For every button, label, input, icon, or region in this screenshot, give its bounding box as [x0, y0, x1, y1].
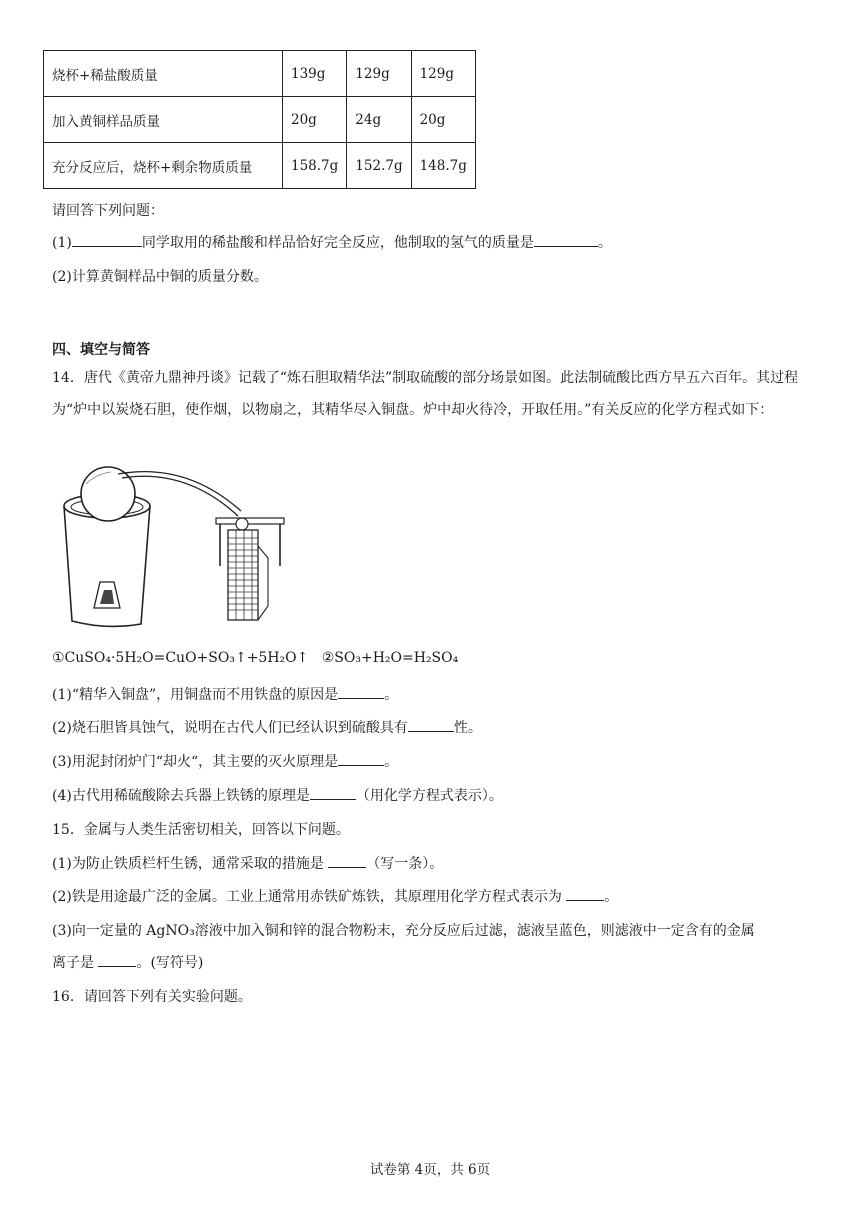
table-row: [44, 97, 476, 143]
q14-part1: [52, 684, 398, 704]
q14-part2: [52, 717, 482, 737]
answer-blank[interactable]: [328, 855, 366, 868]
table-cell: 139g: [283, 51, 347, 97]
table-row: [44, 143, 476, 189]
question-text: 离子是: [52, 955, 99, 971]
q13-part1-text: 同学取用的稀盐酸和样品恰好完全反应，他制取的氢气的质量是: [141, 235, 534, 251]
table-cell: 烧杯+稀盐酸质量: [44, 51, 283, 97]
table-cell: 24g: [347, 97, 411, 143]
q13-part1: [52, 232, 612, 252]
answer-blank[interactable]: [338, 753, 384, 766]
answer-blank[interactable]: [98, 954, 136, 967]
answer-blank[interactable]: [408, 719, 454, 732]
table-cell: 加入黄铜样品质量: [44, 97, 283, 143]
table-cell: 129g: [347, 51, 411, 97]
q15-part2: [52, 886, 618, 906]
question-text: (2)烧石胆皆具蚀气，说明在古代人们已经认识到硫酸具有: [52, 720, 408, 736]
section-title: 四、填空与简答: [52, 342, 150, 358]
question-text: （用化学方程式表示）。: [355, 788, 503, 804]
table-cell: 158.7g: [283, 143, 347, 189]
table-cell: 148.7g: [411, 143, 475, 189]
question-text: 。(写符号): [136, 955, 204, 971]
answer-blank[interactable]: [534, 234, 598, 247]
question-text: 性。: [453, 720, 482, 736]
question-text: (1)“精华入铜盘”，用铜盘而不用铁盘的原因是: [52, 687, 339, 703]
q14-part3: [52, 751, 398, 771]
answer-blank[interactable]: [338, 686, 384, 699]
q16-text: 16．请回答下列有关实验问题。: [52, 989, 252, 1005]
question-text: (2)铁是用途最广泛的金属。工业上通常用赤铁矿炼铁，其原理用化学方程式表示为: [52, 889, 567, 905]
furnace-illustration: [56, 466, 306, 636]
q13-part1-end: 。: [597, 235, 612, 251]
table-cell: 152.7g: [347, 143, 411, 189]
equation-1: ①CuSO₄·5H₂O=CuO+SO₃↑+5H₂O↑: [52, 650, 309, 666]
answer-blank[interactable]: [566, 888, 604, 901]
question-text: 。: [604, 889, 619, 905]
answer-blank[interactable]: [72, 234, 142, 247]
question-text: (4)古代用稀硫酸除去兵器上铁锈的原理是: [52, 788, 310, 804]
equation-2: ②SO₃+H₂O=H₂SO₄: [321, 650, 459, 666]
answer-blank[interactable]: [310, 787, 356, 800]
q14-equations: [52, 650, 458, 666]
q13-part1-prefix: (1): [52, 235, 72, 251]
q14-text: 14．唐代《黄帝九鼎神丹谈》记载了“炼石胆取精华法”制取硫酸的部分场景如图。此法制硫酸比西方早五六百年。其过程为“炉中以炭烧石胆，使作烟，以物扇之，其精华尽入铜盘。炉中却火待冷，开取任用。”有关反应的化学方程式如下：: [52, 370, 799, 418]
question-text: (3)用泥封闭炉门“却火“，其主要的灭火原理是: [52, 754, 339, 770]
q14-part4: [52, 785, 503, 805]
question-text: 。: [384, 687, 399, 703]
q15-part3: (3)向一定量的 AgNO₃溶液中加入铜和锌的混合物粉末，充分反应后过滤，滤液呈蓝色，则滤液中一定含有的金属: [52, 923, 755, 939]
q15-text: 15．金属与人类生活密切相关，回答以下问题。: [52, 822, 350, 838]
q13-prompt: 请回答下列问题：: [52, 203, 164, 219]
data-table: [43, 50, 476, 189]
q15-part3-cont: [52, 952, 203, 972]
question-text: （写一条）。: [366, 856, 444, 872]
table-cell: 20g: [411, 97, 475, 143]
page-footer: 试卷第 4页，共 6页: [369, 1162, 491, 1178]
table-cell: 20g: [283, 97, 347, 143]
question-text: 。: [384, 754, 399, 770]
table-cell: 充分反应后，烧杯+剩余物质质量: [44, 143, 283, 189]
table-row: [44, 51, 476, 97]
q15-part1: [52, 853, 443, 873]
q13-part2: (2)计算黄铜样品中铜的质量分数。: [52, 269, 268, 285]
table-cell: 129g: [411, 51, 475, 97]
question-text: (1)为防止铁质栏杆生锈，通常采取的措施是: [52, 856, 329, 872]
